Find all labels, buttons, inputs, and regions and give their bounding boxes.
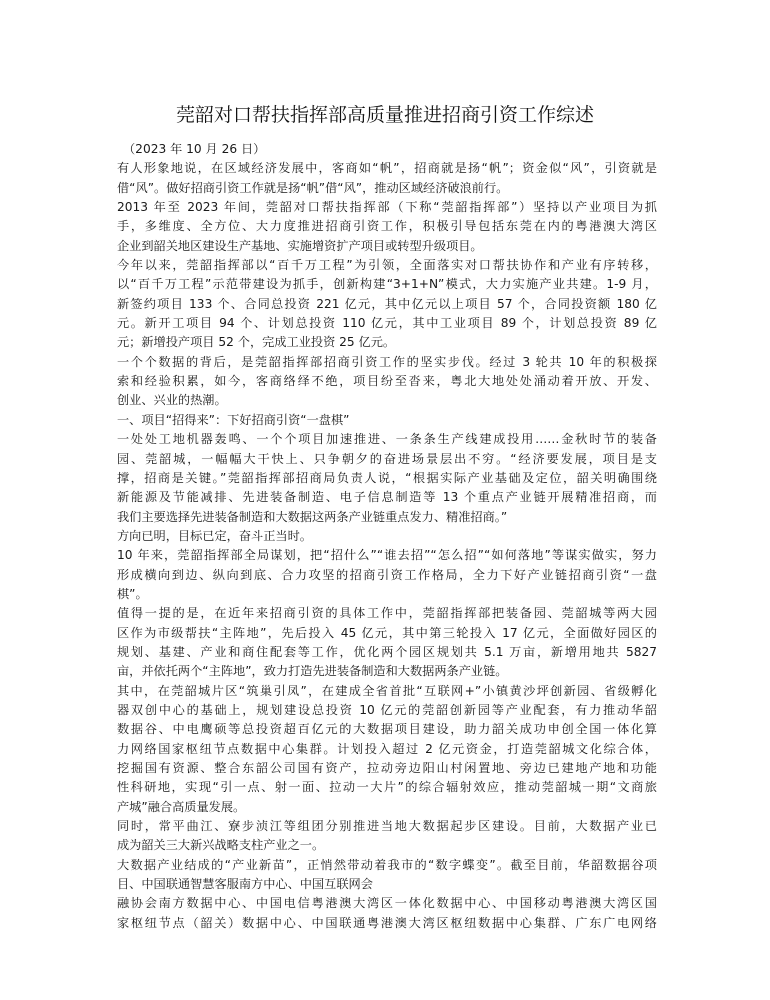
text-line: 形成横向到边、纵向到底、合力攻坚的招商引资工作格局，全力下好产业链招商引资“一盘	[117, 567, 657, 582]
text-line: 企业到韶关地区建设生产基地、实施增资扩产项目或转型升级项目。	[117, 238, 483, 253]
document-title: 莞韶对口帮扶指挥部高质量推进招商引资工作综述	[175, 104, 594, 126]
text-line: （2023 年 10 月 26 日）	[123, 142, 266, 156]
text-line: 规划、基建、产业和商住配套等工作，优化两个园区规划共 5.1 万亩，新增用地共 5827	[117, 644, 657, 659]
text-line: 亩，并依托两个“主阵地”，致力打造先进装备制造和大数据两条产业链。	[117, 664, 508, 679]
text-line: 我们主要选择先进装备制造和大数据这两条产业链重点发力、精准招商。”	[117, 509, 508, 524]
text-line: 性科研地，实现“引一点、射一面、拉动一大片”的综合辐射效应，推动莞韶城一期“文商旅	[117, 780, 657, 795]
text-line: 数据谷、中电鹰硕等总投资超百亿元的大数据项目建设，助力韶关成功申创全国一体化算	[117, 722, 657, 737]
text-line: 一、项目“招得来”：下好招商引资“一盘棋”	[117, 412, 350, 427]
text-line: 元；新增投产项目 52 个，完成工业投资 25 亿元。	[117, 335, 396, 350]
text-line: 融协会南方数据中心、中国电信粤港澳大湾区一体化数据中心、中国移动粤港澳大湾区国	[117, 896, 657, 911]
text-line: 新签约项目 133 个、合同总投资 221 亿元，其中亿元以上项目 57 个，合同投资额 180 亿	[117, 296, 657, 311]
text-line: 创业、兴业的热潮。	[117, 393, 227, 408]
text-line: 园、莞韶城，一幅幅大干快上、只争朝夕的奋进场景层出不穷。“经济要发展，项目是支	[117, 451, 657, 466]
text-line: 器双创中心的基础上，规划建设总投资 10 亿元的莞韶创新园等产业配套，有力推动华韶	[117, 702, 657, 717]
text-line: 棋”。	[117, 586, 148, 601]
text-line: 手，多维度、全方位、大力度推进招商引资工作，积极引导包括东莞在内的粤港澳大湾区	[117, 219, 657, 234]
text-line: 产城”融合高质量发展。	[117, 799, 246, 814]
text-line: 元。新开工项目 94 个、计划总投资 110 亿元，其中工业项目 89 个，计划总投资 89 亿	[117, 316, 657, 331]
text-line: 方向已明，目标已定，奋斗正当时。	[117, 528, 312, 543]
text-line: 一个个数据的背后，是莞韶指挥部招商引资工作的坚实步伐。经过 3 轮共 10 年的积极探	[117, 354, 657, 369]
text-line: 今年以来，莞韶指挥部以“百千万工程”为引领，全面落实对口帮扶协作和产业有序转移，	[117, 258, 657, 273]
text-line: 目、中国联通智慧客服南方中心、中国互联网会	[117, 877, 373, 892]
text-line: 一处处工地机器轰鸣、一个个项目加速推进、一条条生产线建成投用……金秋时节的装备	[117, 432, 657, 447]
text-line: 大数据产业结成的“产业新苗”，正悄然带动着我市的“数字蝶变”。截至目前，华韶数据谷项	[117, 857, 657, 872]
text-line: 撑，招商是关键。”莞韶指挥部招商局负责人说，“根据实际产业基础及定位，韶关明确围绕	[117, 470, 657, 485]
text-line: 新能源及节能减排、先进装备制造、电子信息制造等 13 个重点产业链开展精准招商，而	[117, 490, 657, 505]
text-line: 借“风”。做好招商引资工作就是扬“帆”借“风”，推动区域经济破浪前行。	[117, 180, 509, 195]
text-line: 成为韶关三大新兴战略支柱产业之一。	[117, 838, 325, 853]
text-line: 值得一提的是，在近年来招商引资的具体工作中，莞韶指挥部把装备园、莞韶城等两大园	[117, 606, 657, 621]
text-line: 其中，在莞韶城片区“筑巢引凤”，在建成全省首批“互联网+”小镇黄沙坪创新园、省级孵化	[117, 683, 657, 698]
text-line: 同时，常平曲江、寮步浈江等组团分别推进当地大数据起步区建设。目前，大数据产业已	[117, 819, 657, 834]
text-line: 挖掘国有资源、整合东韶公司国有资产，拉动旁边阳山村闲置地、旁边已建地产地和功能	[117, 761, 657, 775]
text-line: 以“百千万工程”示范带建设为抓手，创新构建“3+1+N”模式，大力实施产业共建。1-9 月，	[117, 277, 657, 292]
text-line: 力网络国家枢纽节点数据中心集群。计划投入超过 2 亿元资金，打造莞韶城文化综合体，	[117, 741, 657, 756]
text-line: 2013 年至 2023 年间，莞韶对口帮扶指挥部（下称“莞韶指挥部”）坚持以产业项目为抓	[117, 200, 657, 215]
document-body	[117, 140, 657, 933]
text-line: 10 年来，莞韶指挥部全局谋划，把“招什么”“谁去招”“怎么招”“如何落地”等谋实做实，努力	[117, 548, 657, 563]
text-line: 有人形象地说，在区域经济发展中，客商如“帆”，招商就是扬“帆”；资金似“风”，引资就是	[117, 161, 657, 176]
text-line: 家枢纽节点（韶关）数据中心、中国联通粤港澳大湾区枢纽数据中心集群、广东广电网络	[117, 915, 657, 930]
text-line: 区作为市级帮扶“主阵地”，先后投入 45 亿元，其中第三轮投入 17 亿元，全面做好园区的	[117, 625, 657, 640]
text-line: 索和经验积累，如今，客商络绎不绝，项目纷至沓来，粤北大地处处涌动着开放、开发、	[117, 374, 657, 389]
